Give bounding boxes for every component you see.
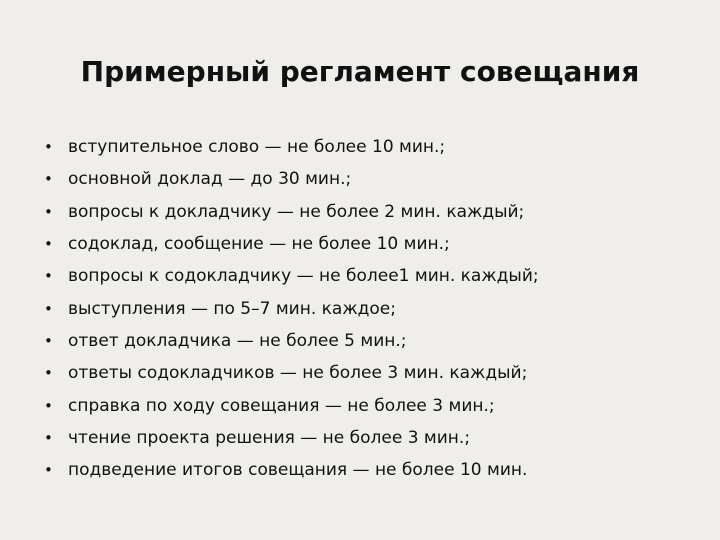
list-item-text: ответ докладчика — не более 5 мин.; <box>68 330 407 351</box>
list-item-text: вопросы к содокладчику — не более1 мин. каждый; <box>68 266 539 287</box>
bullet-icon: • <box>44 364 53 383</box>
bullet-icon: • <box>44 331 53 350</box>
list-item <box>44 389 694 421</box>
bullet-icon: • <box>44 138 53 157</box>
bullet-icon: • <box>44 428 53 447</box>
list-item-text: подведение итогов совещания — не более 10 мин. <box>68 460 528 481</box>
bullet-icon: • <box>44 202 53 221</box>
list-item-text: ответы содокладчиков — не более 3 мин. каждый; <box>68 363 528 384</box>
bullet-icon: • <box>44 267 53 286</box>
list-item <box>44 325 694 357</box>
list-item <box>44 357 694 389</box>
list-item-text: основной доклад — до 30 мин.; <box>68 169 352 190</box>
list-item-text: вступительное слово — не более 10 мин.; <box>68 137 446 158</box>
list-item <box>44 196 694 228</box>
bullet-icon: • <box>44 170 53 189</box>
bullet-list <box>44 131 694 486</box>
list-item <box>44 163 694 195</box>
list-item-text: чтение проекта решения — не более 3 мин.; <box>68 427 471 448</box>
bullet-icon: • <box>44 461 53 480</box>
list-item <box>44 292 694 324</box>
list-item <box>44 422 694 454</box>
list-item-text: вопросы к докладчику — не более 2 мин. каждый; <box>68 201 525 222</box>
bullet-icon: • <box>44 299 53 318</box>
list-item-text: справка по ходу совещания — не более 3 мин.; <box>68 395 495 416</box>
list-item <box>44 260 694 292</box>
list-item <box>44 454 694 486</box>
list-item <box>44 228 694 260</box>
bullet-icon: • <box>44 396 53 415</box>
bullet-icon: • <box>44 235 53 254</box>
slide-title: Примерный регламент совещания <box>80 55 640 88</box>
list-item-text: выступления — по 5–7 мин. каждое; <box>68 298 396 319</box>
list-item <box>44 131 694 163</box>
list-item-text: содоклад, сообщение — не более 10 мин.; <box>68 234 450 255</box>
